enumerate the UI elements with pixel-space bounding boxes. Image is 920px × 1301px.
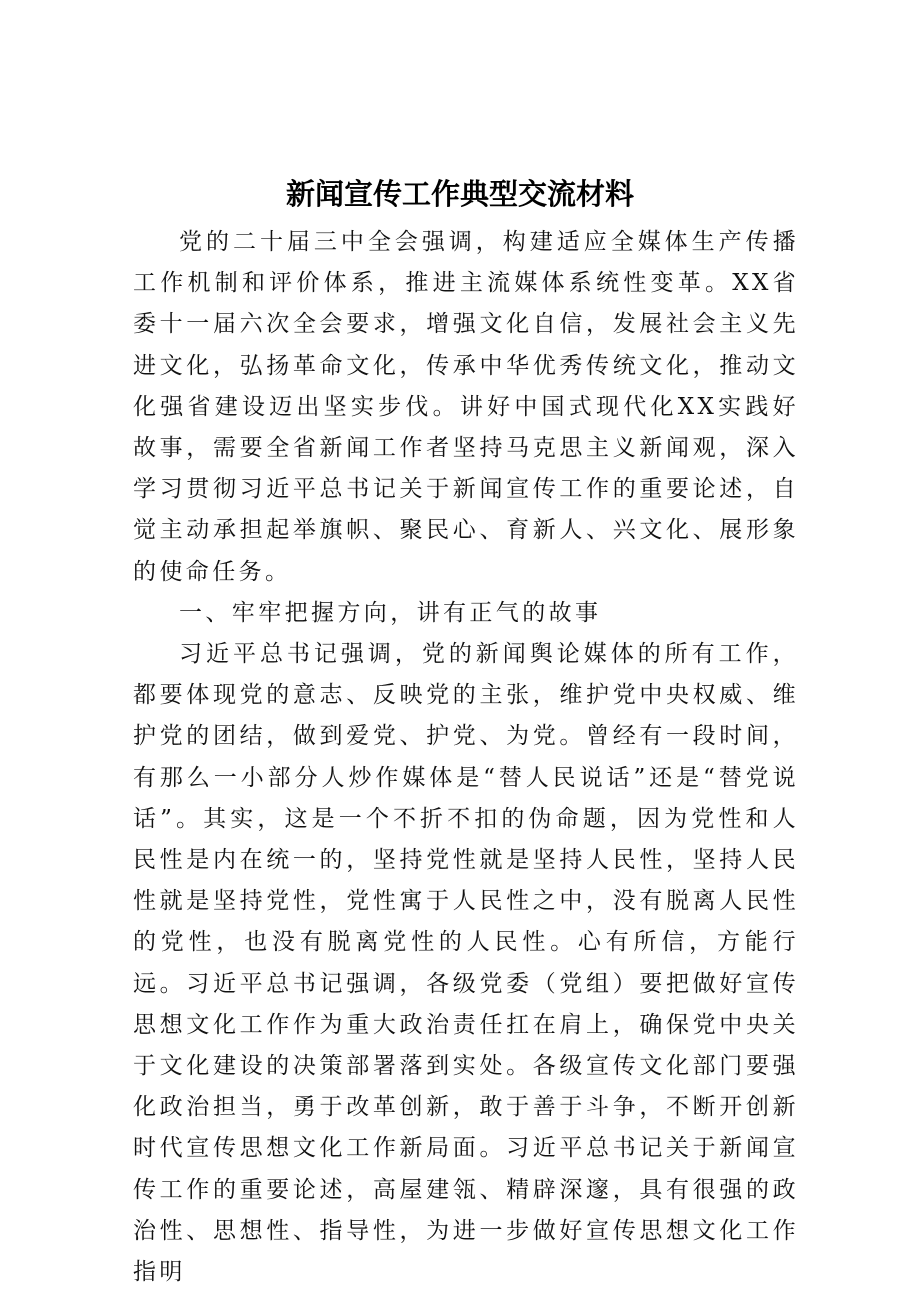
paragraph-section-1: 习近平总书记强调，党的新闻舆论媒体的所有工作，都要体现党的意志、反映党的主张，维护党中央权威、维护党的团结，做到爱党、护党、为党。曾经有一段时间，有那么一小部分人炒作媒体是“替人民说话”还是“替党说话”。其实，这是一个不折不扣的伪命题，因为党性和人民性是内在统一的，坚持党性就是坚持人民性，坚持人民性就是坚持党性，党性寓于人民性之中，没有脱离人民性的党性，也没有脱离党性的人民性。心有所信，方能行远。习近平总书记强调，各级党委（党组）要把做好宣传思想文化工作作为重大政治责任扛在肩上，确保党中央关于文化建设的决策部署落到实处。各级宣传文化部门要强化政治担当，勇于改革创新，敢于善于斗争，不断开创新时代宣传思想文化工作新局面。习近平总书记关于新闻宣传工作的重要论述，高屋建瓴、精辟深邃，具有很强的政治性、思想性、指导性，为进一步做好宣传思想文化工作指明 <box>133 641 799 1286</box>
document-title: 新闻宣传工作典型交流材料 <box>285 177 634 211</box>
section-heading-1: 一、牢牢把握方向，讲有正气的故事 <box>179 599 602 626</box>
document-body <box>133 222 799 1293</box>
paragraph-intro: 党的二十届三中全会强调，构建适应全媒体生产传播工作机制和评价体系，推进主流媒体系统性变革。XX省委十一届六次全会要求，增强文化自信，发展社会主义先进文化，弘扬革命文化，传承中华优秀传统文化，推动文化强省建设迈出坚实步伐。讲好中国式现代化XX实践好故事，需要全省新闻工作者坚持马克思主义新闻观，深入学习贯彻习近平总书记关于新闻宣传工作的重要论述，自觉主动承担起举旗帜、聚民心、育新人、兴文化、展形象的使命任务。 <box>133 229 799 585</box>
